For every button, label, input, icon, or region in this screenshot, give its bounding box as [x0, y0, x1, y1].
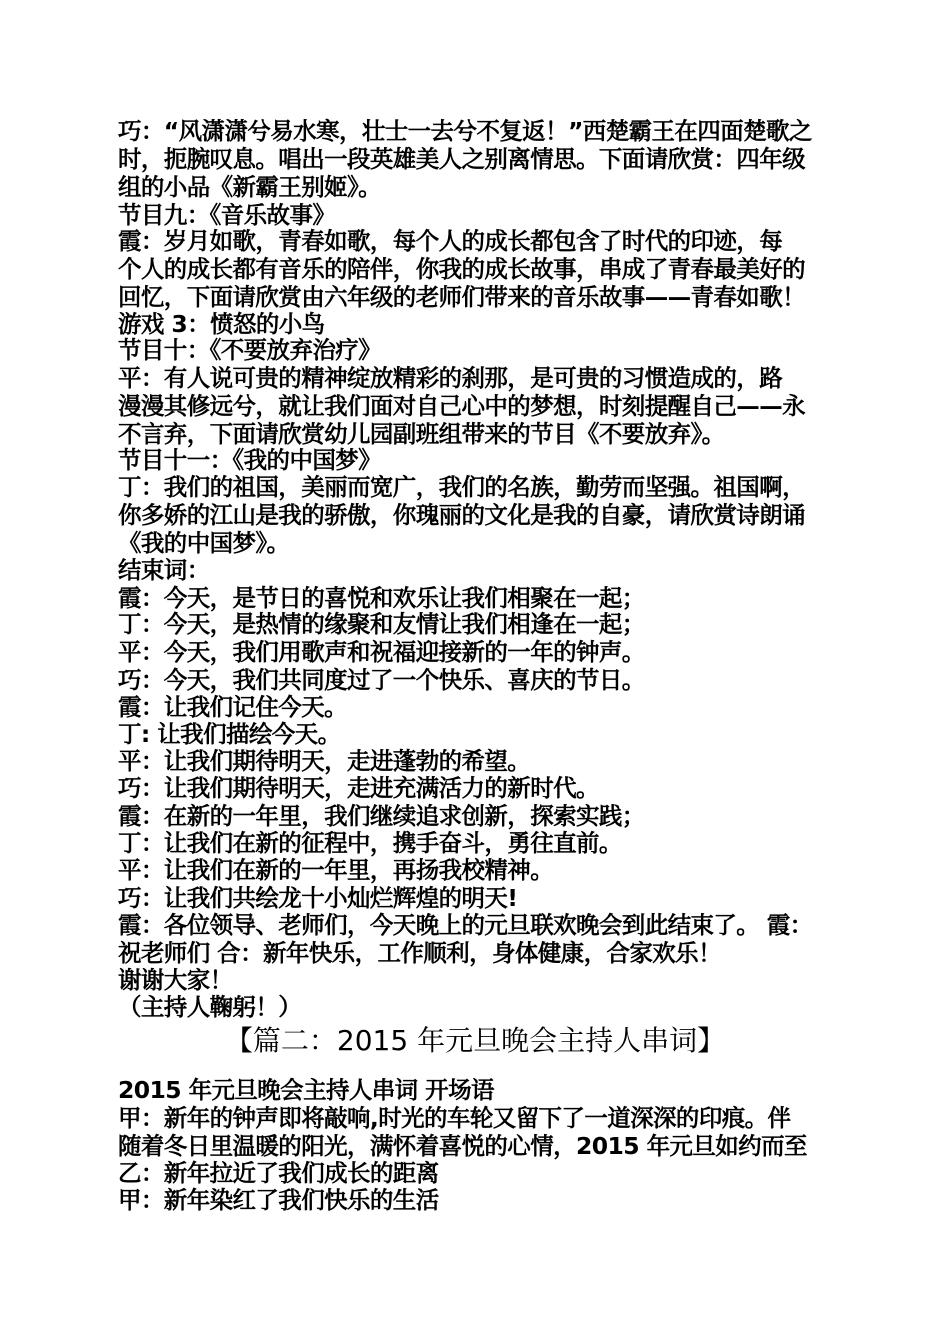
text-line: 乙：新年拉近了我们成长的距离 — [118, 1159, 439, 1187]
text-line: 回忆，下面请欣赏由六年级的老师们带来的音乐故事——青春如歌！ — [118, 283, 805, 311]
text-line: 2015 年元旦晚会主持人串词 开场语 — [118, 1076, 494, 1104]
text-line: 游戏 3：愤怒的小鸟 — [118, 310, 325, 338]
text-line: 平：让我们期待明天，走进蓬勃的希望。 — [118, 747, 531, 775]
text-line: 节目十一：《我的中国梦》 — [118, 446, 382, 474]
text-line: 巧：“风潇潇兮易水寒，壮士一去兮不复返！”西楚霸王在四面楚歌之 — [118, 117, 812, 145]
text-line: 丁：今天，是热情的缘聚和友情让我们相逢在一起； — [118, 610, 645, 638]
text-line: 个人的成长都有音乐的陪伴，你我的成长故事，串成了青春最美好的 — [118, 255, 805, 283]
text-line: 你多娇的江山是我的骄傲，你瑰丽的文化是我的自豪，请欣赏诗朗诵 — [118, 501, 805, 529]
text-line: 丁: 让我们描绘今天。 — [118, 720, 341, 748]
text-line: 平：今天，我们用歌声和祝福迎接新的一年的钟声。 — [118, 638, 645, 666]
text-line: 丁：让我们在新的征程中，携手奋斗，勇往直前。 — [118, 829, 622, 857]
text-line: 《我的中国梦》。 — [118, 529, 290, 557]
text-line: 丁：我们的祖国，美丽而宽广，我们的名族，勤劳而坚强。祖国啊， — [118, 473, 805, 501]
text-line: 霞：岁月如歌，青春如歌，每个人的成长都包含了时代的印迹，每 — [118, 227, 783, 255]
text-line: 结束词： — [118, 556, 210, 584]
text-line: 漫漫其修远兮，就让我们面对自己心中的梦想，时刻提醒自己——永 — [118, 392, 805, 420]
text-line: 甲：新年的钟声即将敲响,时光的车轮又留下了一道深深的印痕。伴 — [118, 1104, 791, 1132]
text-line: （主持人鞠躬！） — [118, 993, 302, 1021]
text-line: 平：让我们在新的一年里，再扬我校精神。 — [118, 856, 554, 884]
text-line: 霞：各位领导、老师们，今天晚上的元旦联欢晚会到此结束了。 霞： — [118, 911, 813, 939]
text-line: 节目十：《不要放弃治疗》 — [118, 336, 382, 364]
text-line: 组的小品《新霸王别姬》。 — [118, 173, 382, 201]
text-line: 谢谢大家！ — [118, 966, 233, 994]
text-line: 霞：让我们记住今天。 — [118, 693, 347, 721]
section-heading: 【篇二：2015 年元旦晚会主持人串词】 — [224, 1024, 726, 1057]
text-line: 巧：让我们共绘龙十小灿烂辉煌的明天! — [118, 884, 518, 912]
text-line: 节目九：《音乐故事》 — [118, 201, 336, 229]
text-line: 时，扼腕叹息。唱出一段英雄美人之别离情思。下面请欣赏：四年级 — [118, 145, 805, 173]
text-line: 平：有人说可贵的精神绽放精彩的刹那，是可贵的习惯造成的，路 — [118, 364, 783, 392]
text-line: 不言弃，下面请欣赏幼儿园副班组带来的节目《不要放弃》。 — [118, 420, 725, 448]
text-line: 祝老师们 合：新年快乐，工作顺利，身体健康，合家欢乐！ — [118, 939, 721, 967]
text-line: 甲：新年染红了我们快乐的生活 — [118, 1186, 439, 1214]
text-line: 霞：在新的一年里，我们继续追求创新，探索实践； — [118, 802, 645, 830]
text-line: 巧：让我们期待明天，走进充满活力的新时代。 — [118, 774, 599, 802]
text-line: 巧：今天，我们共同度过了一个快乐、喜庆的节日。 — [118, 666, 645, 694]
text-line: 随着冬日里温暖的阳光，满怀着喜悦的心情，2015 年元旦如约而至 — [118, 1132, 807, 1160]
text-line: 霞：今天，是节日的喜悦和欢乐让我们相聚在一起； — [118, 584, 645, 612]
